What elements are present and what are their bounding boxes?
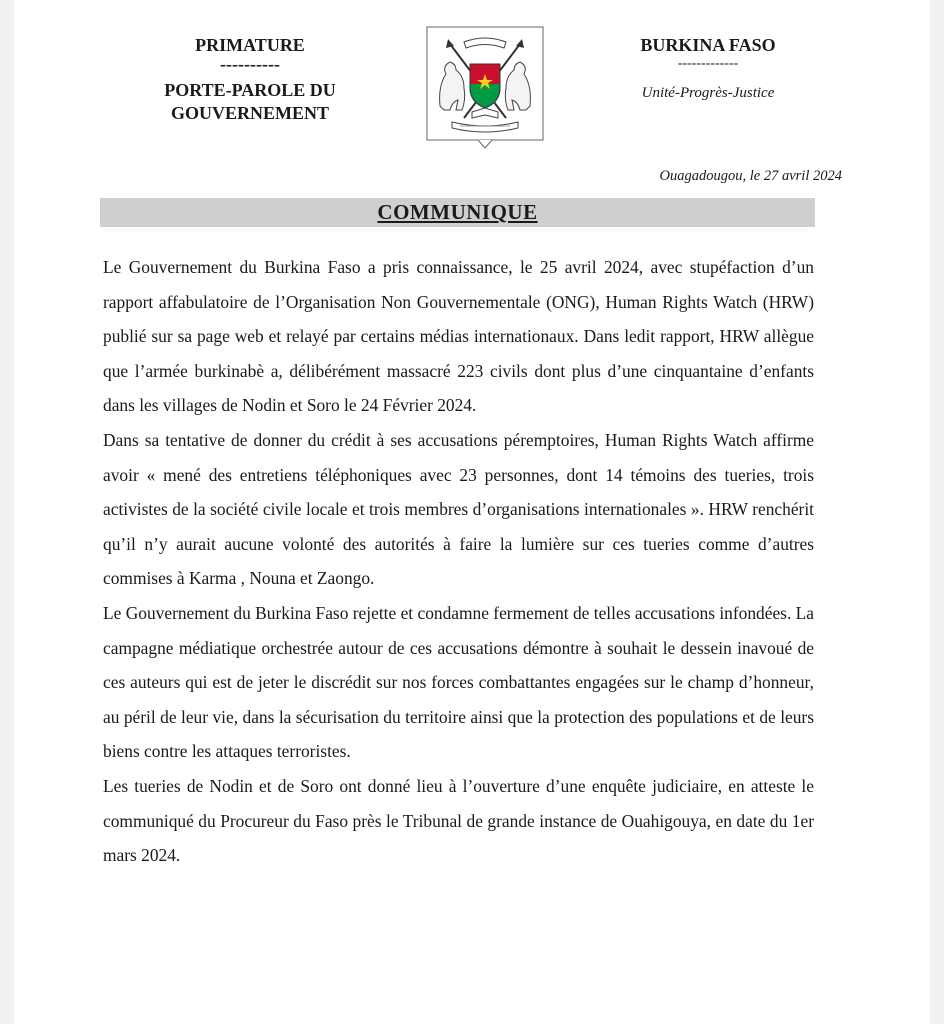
issuer-block — [140, 34, 360, 125]
document-title: COMMUNIQUE — [377, 200, 538, 224]
separator-line: ------------- — [677, 56, 739, 71]
separator-line: ---------- — [220, 54, 280, 74]
country-name: BURKINA FASO — [640, 35, 776, 55]
date-place: Ouagadougou, le 27 avril 2024 — [659, 168, 842, 184]
paragraph: Le Gouvernement du Burkina Faso a pris connaissance, le 25 avril 2024, avec stupéfaction d’un rapport affabulatoire de l’Organisation Non Gouvernementale (ONG), Human Rights Watch (HRW) publié sur sa page web et relayé par certains médias internationaux. Dans ledit rapport, HRW allègue que l’armée burkinabè a, délibérément massacré 223 civils dont plus d’une cinquantaine d’enfants dans les villages de Nodin et Soro le 24 Février 2024. — [103, 257, 814, 416]
paragraph: Le Gouvernement du Burkina Faso rejette et condamne fermement de telles accusations infondées. La campagne médiatique orchestrée autour de ces accusations démontre à souhait le dessein inavoué de ces auteurs qui est de jeter le discrédit sur nos forces combattantes engagées sur le champ d’honneur, au péril de leur vie, dans la sécurisation du territoire ainsi que la protection des populations et de leurs biens contre les attaques terroristes. — [103, 602, 814, 762]
national-motto: Unité-Progrès-Justice — [641, 85, 775, 101]
country-block — [608, 34, 808, 102]
paragraph: Les tueries de Nodin et de Soro ont donné lieu à l’ouverture d’une enquête judiciaire, en atteste le communiqué du Procureur du Faso près le Tribunal de grande instance de Ouahigouya, en date du 1er mars 2024. — [103, 775, 814, 866]
office-line-2: GOUVERNEMENT — [170, 103, 329, 123]
primature-label: PRIMATURE — [195, 35, 305, 55]
title-banner — [100, 198, 815, 227]
paragraph: Dans sa tentative de donner du crédit à ses accusations péremptoires, Human Rights Watch affirme avoir « mené des entretiens téléphoniques avec 23 personnes, dont 14 témoins des tueries, trois activistes de la société civile locale et trois membres d’organisations internationales ». HRW renchérit qu’il n’y aurait aucune volonté des autorités à faire la lumière sur ces tueries comme d’autres commises à Karma , Nouna et Zaongo. — [103, 429, 814, 589]
communique-body — [103, 250, 814, 873]
office-line-1: PORTE-PAROLE DU — [164, 80, 336, 100]
coat-of-arms-icon — [426, 26, 544, 150]
